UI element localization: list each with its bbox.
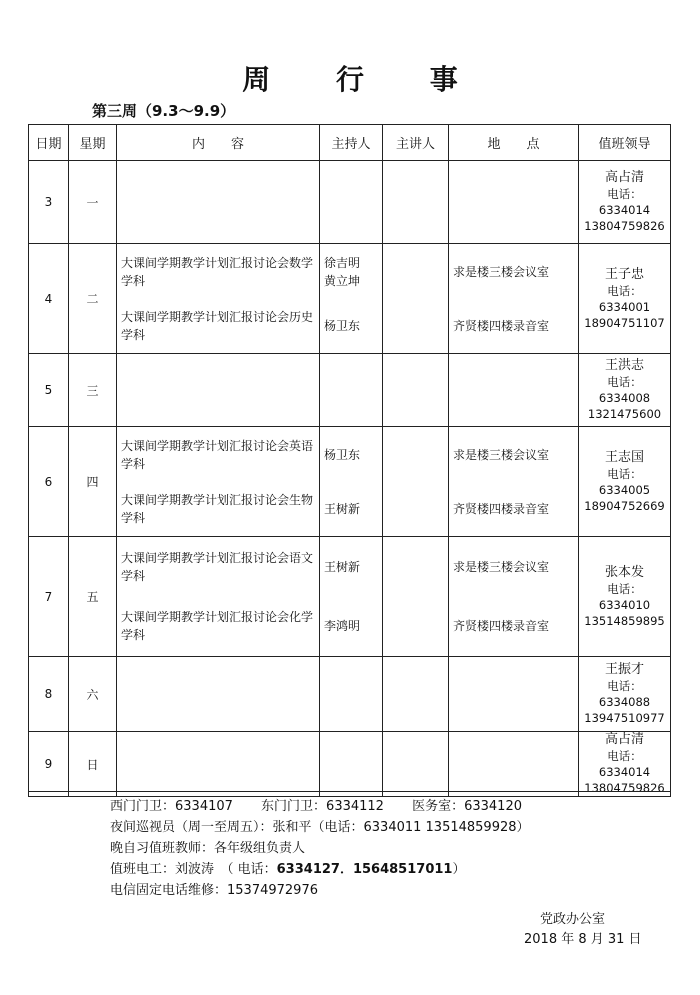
week-label: 第三周（9.3～9.9） [92, 102, 236, 120]
date-cell: 7 [29, 537, 69, 657]
header-weekday: 星期 [69, 125, 117, 161]
weekday-cell: 五 [69, 537, 117, 657]
leader-phone: 电话：6334014 [598, 187, 651, 217]
west-gate: 西门门卫：6334107 [110, 799, 233, 814]
event-place-cell [449, 354, 579, 427]
event-place-cell [449, 657, 579, 732]
event-host: 杨卫东 [324, 447, 361, 462]
date-cell: 5 [29, 354, 69, 427]
telecom-repair: 电信固定电话维修：15374972976 [110, 883, 318, 898]
event-content-cell [117, 244, 320, 354]
table-row [29, 657, 671, 732]
evening-teacher: 晚自习值班教师：各年级组负责人 [110, 841, 306, 856]
leader-phone: 电话：6334088 [598, 679, 651, 709]
speaker-cell [383, 354, 449, 427]
clinic: 医务室：6334120 [412, 799, 522, 814]
event-place: 齐贤楼四楼录音室 [453, 318, 550, 333]
event-place: 求是楼三楼会议室 [453, 447, 550, 462]
event-place-cell [449, 537, 579, 657]
event-place-cell [449, 732, 579, 797]
header-date: 日期 [29, 125, 69, 161]
speaker-cell [383, 732, 449, 797]
duty-leader-cell [579, 732, 671, 797]
leader-mobile: 13804759826 [584, 781, 665, 795]
event-content: 大课间学期教学计划汇报讨论会数学学科 [121, 255, 314, 288]
weekday-cell: 四 [69, 427, 117, 537]
leader-mobile: 18904752669 [584, 498, 665, 513]
table-row [29, 537, 671, 657]
event-host: 李鸿明 [324, 619, 361, 633]
gate-contacts [110, 796, 530, 817]
table-row [29, 244, 671, 354]
event-place-cell [449, 161, 579, 244]
table-row [29, 354, 671, 427]
duty-leader-cell [579, 657, 671, 732]
leader-phone: 电话：6334005 [598, 466, 651, 497]
table-bottom-rule [28, 791, 670, 792]
event-host: 王树新 [324, 501, 361, 516]
page-title: 周 行 事 [242, 63, 486, 96]
weekday-cell: 三 [69, 354, 117, 427]
leader-phone: 电话：6334014 [598, 749, 651, 779]
event-host-cell [320, 657, 383, 732]
date-cell: 4 [29, 244, 69, 354]
event-host: 杨卫东 [324, 318, 361, 333]
date-cell: 9 [29, 732, 69, 797]
leader-mobile: 13514859895 [584, 613, 665, 628]
event-host: 徐吉明 黄立坤 [324, 255, 361, 288]
leader-name: 王振才 [604, 662, 644, 677]
date-cell: 3 [29, 161, 69, 244]
electrician [110, 859, 530, 880]
event-content: 大课间学期教学计划汇报讨论会生物学科 [121, 492, 314, 525]
leader-mobile: 1321475600 [587, 407, 662, 421]
event-place: 求是楼三楼会议室 [453, 560, 550, 574]
electrician-phone: 6334127．15648517011 [276, 862, 453, 877]
event-content: 大课间学期教学计划汇报讨论会化学学科 [121, 610, 314, 642]
event-place: 求是楼三楼会议室 [453, 264, 550, 279]
event-content-cell [117, 427, 320, 537]
duty-leader-cell [579, 354, 671, 427]
date-cell: 8 [29, 657, 69, 732]
event-host-cell [320, 161, 383, 244]
table-row [29, 161, 671, 244]
leader-phone: 电话：6334008 [598, 375, 651, 405]
event-host-cell [320, 427, 383, 537]
leader-name: 高占清 [604, 170, 644, 185]
leader-name: 王志国 [604, 449, 644, 465]
contact-footer [110, 796, 530, 901]
table-row [29, 732, 671, 797]
duty-leader-cell [579, 427, 671, 537]
event-host-cell [320, 244, 383, 354]
header-host: 主持人 [320, 125, 383, 161]
weekday-cell: 六 [69, 657, 117, 732]
date-cell: 6 [29, 427, 69, 537]
header-speaker: 主讲人 [383, 125, 449, 161]
header-content: 内 容 [117, 125, 320, 161]
event-content: 大课间学期教学计划汇报讨论会语文学科 [121, 551, 314, 583]
east-gate: 东门门卫：6334112 [261, 799, 384, 814]
event-content-cell [117, 732, 320, 797]
event-content: 大课间学期教学计划汇报讨论会英语学科 [121, 438, 314, 471]
leader-phone: 电话：6334010 [598, 581, 651, 612]
event-content-cell [117, 161, 320, 244]
leader-name: 王子忠 [604, 266, 644, 282]
event-host: 王树新 [324, 560, 361, 574]
speaker-cell [383, 537, 449, 657]
speaker-cell [383, 657, 449, 732]
duty-leader-cell [579, 537, 671, 657]
leader-mobile: 13947510977 [584, 711, 665, 725]
leader-phone: 电话：6334001 [598, 283, 651, 314]
leader-mobile: 18904751107 [584, 315, 665, 330]
event-content-cell [117, 657, 320, 732]
weekday-cell: 日 [69, 732, 117, 797]
duty-leader-cell [579, 244, 671, 354]
event-host-cell [320, 537, 383, 657]
weekday-cell: 一 [69, 161, 117, 244]
event-host-cell [320, 354, 383, 427]
event-content-cell [117, 354, 320, 427]
event-host-cell [320, 732, 383, 797]
issue-date: 2018 年 8 月 31 日 [524, 932, 642, 947]
leader-name: 王洪志 [604, 358, 644, 373]
header-place: 地 点 [449, 125, 579, 161]
speaker-cell [383, 161, 449, 244]
night-patrol: 夜间巡视员（周一至周五）：张和平（电话：6334011 13514859928） [110, 820, 530, 835]
schedule-table [28, 124, 671, 797]
event-place-cell [449, 427, 579, 537]
duty-leader-cell [579, 161, 671, 244]
speaker-cell [383, 244, 449, 354]
electrician-prefix: 值班电工：刘波涛 （ 电话： [110, 862, 277, 877]
event-content: 大课间学期教学计划汇报讨论会历史学科 [121, 309, 314, 342]
header-leader: 值班领导 [579, 125, 671, 161]
leader-name: 张本发 [604, 564, 644, 580]
table-row [29, 427, 671, 537]
event-content-cell [117, 537, 320, 657]
leader-mobile: 13804759826 [584, 219, 665, 233]
event-place-cell [449, 244, 579, 354]
issuing-office: 党政办公室 [540, 912, 606, 927]
event-place: 齐贤楼四楼录音室 [453, 619, 550, 633]
weekday-cell: 二 [69, 244, 117, 354]
event-place: 齐贤楼四楼录音室 [453, 501, 550, 516]
electrician-suffix: ） [452, 862, 466, 877]
table-header-row [29, 125, 671, 161]
leader-name: 高占清 [604, 732, 644, 747]
speaker-cell [383, 427, 449, 537]
